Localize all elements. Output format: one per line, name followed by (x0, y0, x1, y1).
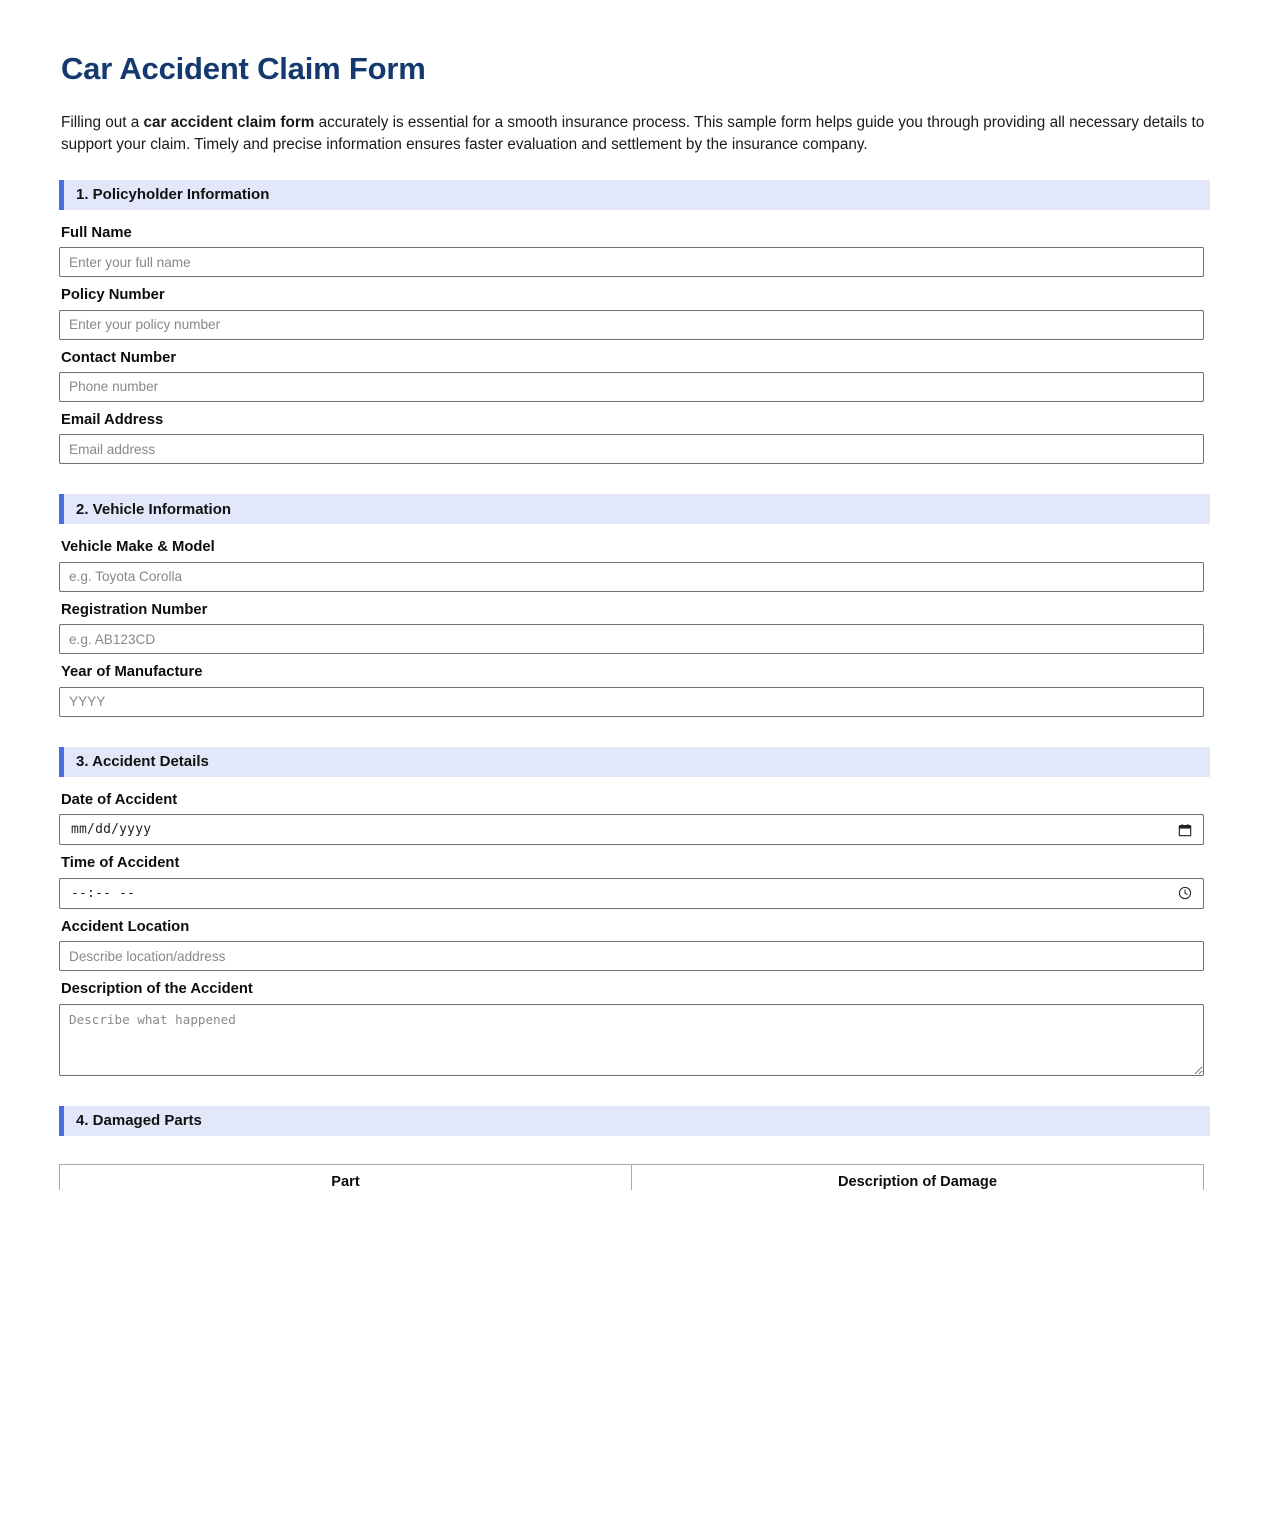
table-header-row (60, 1164, 1204, 1190)
intro-bold-phrase: car accident claim form (143, 114, 315, 132)
intro-paragraph (61, 112, 1205, 155)
field-label-time-of-accident: Time of Accident (61, 855, 180, 872)
section-header-damaged-parts (59, 1106, 1210, 1136)
field-label-accident-location: Accident Location (61, 918, 190, 935)
column-header-part: Part (60, 1164, 632, 1190)
field-date-of-accident (59, 791, 1205, 845)
field-year-of-manufacture (59, 663, 1205, 716)
date-input-wrapper (59, 814, 1204, 845)
registration-number-input[interactable] (59, 624, 1204, 654)
section-title: 1. Policyholder Information (76, 186, 270, 204)
section-header-accident-details (59, 747, 1210, 777)
accident-location-input[interactable] (59, 941, 1204, 971)
field-registration-number (59, 601, 1205, 654)
field-full-name (59, 224, 1205, 277)
damaged-parts-table (59, 1164, 1204, 1190)
date-of-accident-input[interactable]: mm/dd/yyyy (59, 814, 1204, 845)
field-policy-number (59, 286, 1205, 339)
field-time-of-accident (59, 854, 1205, 908)
time-input-wrapper (59, 878, 1204, 909)
contact-number-input[interactable] (59, 372, 1204, 402)
column-header-description-of-damage: Description of Damage (632, 1164, 1204, 1190)
email-address-input[interactable] (59, 434, 1204, 464)
section-header-policyholder (59, 180, 1210, 210)
field-email-address (59, 411, 1205, 464)
policy-number-input[interactable] (59, 310, 1204, 340)
field-label-registration-number: Registration Number (61, 601, 208, 618)
full-name-input[interactable] (59, 247, 1204, 277)
field-label-policy-number: Policy Number (61, 287, 165, 304)
field-label-email-address: Email Address (61, 411, 164, 428)
damaged-parts-table-clip (59, 1150, 1205, 1190)
field-label-vehicle-make-model: Vehicle Make & Model (61, 539, 215, 556)
intro-prefix: Filling out a (61, 114, 144, 132)
field-vehicle-make-model (59, 538, 1205, 591)
accident-description-textarea[interactable] (59, 1004, 1204, 1076)
field-accident-description (59, 980, 1205, 1075)
field-label-contact-number: Contact Number (61, 349, 177, 366)
page-title: Car Accident Claim Form (61, 51, 426, 86)
section-header-vehicle (59, 494, 1210, 524)
vehicle-make-model-input[interactable] (59, 562, 1204, 592)
field-label-date-of-accident: Date of Accident (61, 791, 178, 808)
section-title: 3. Accident Details (76, 753, 209, 771)
section-title: 4. Damaged Parts (76, 1112, 202, 1130)
section-title: 2. Vehicle Information (76, 500, 232, 518)
year-of-manufacture-input[interactable] (59, 687, 1204, 717)
field-label-year-of-manufacture: Year of Manufacture (61, 664, 203, 681)
time-of-accident-input[interactable]: --:-- -- (59, 878, 1204, 909)
field-accident-location (59, 918, 1205, 971)
intro-suffix: accurately is essential for a smooth insurance process. This sample form helps guide you through providing all necessary details to support your claim. Timely and precise information ensures faster evaluation and settlement by the insurance company. (61, 114, 1205, 153)
field-label-accident-description: Description of the Accident (61, 981, 253, 998)
field-label-full-name: Full Name (61, 224, 132, 241)
field-contact-number (59, 349, 1205, 402)
